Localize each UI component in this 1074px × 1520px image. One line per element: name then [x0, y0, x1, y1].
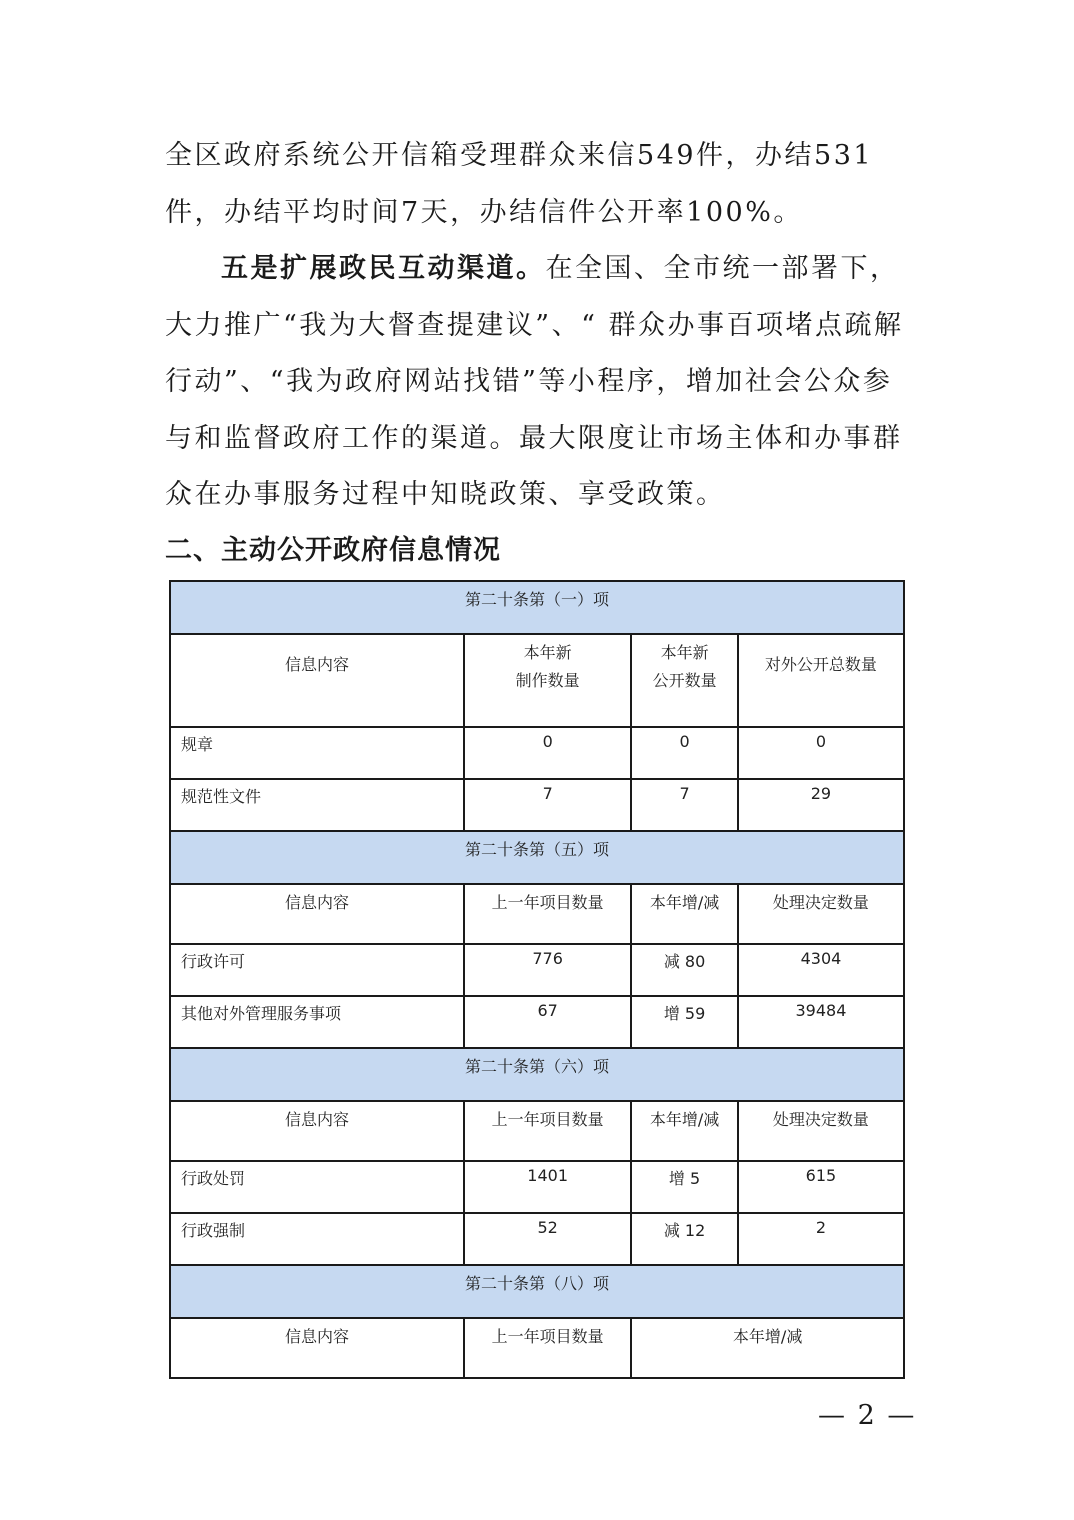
cell-value: 52 [464, 1213, 631, 1265]
cell-value: 减 12 [631, 1213, 738, 1265]
column-header: 信息内容 [170, 1318, 464, 1378]
section-title: 第二十条第（五）项 [170, 831, 904, 884]
cell-value: 增 5 [631, 1161, 738, 1213]
table-row [170, 727, 904, 779]
column-header: 上一年项目数量 [464, 1101, 631, 1161]
cell-value: 7 [631, 779, 738, 831]
header-line: 本年新 [660, 643, 709, 662]
cell-value: 7 [464, 779, 631, 831]
paragraph-interaction-channels [165, 241, 915, 524]
cell-label: 规范性文件 [170, 779, 464, 831]
paragraph-lead: 五是扩展政民互动渠道。 [221, 253, 546, 284]
column-header: 上一年项目数量 [464, 884, 631, 944]
cell-value: 0 [464, 727, 631, 779]
cell-value: 29 [738, 779, 904, 831]
section-title: 第二十条第（八）项 [170, 1265, 904, 1318]
cell-label: 行政许可 [170, 944, 464, 996]
column-header: 本年增/减 [631, 1318, 904, 1378]
cell-label: 规章 [170, 727, 464, 779]
cell-value: 67 [464, 996, 631, 1048]
column-header: 处理决定数量 [738, 1101, 904, 1161]
header-line: 本年新 [523, 643, 572, 662]
cell-value: 4304 [738, 944, 904, 996]
cell-value: 776 [464, 944, 631, 996]
table-row [170, 944, 904, 996]
cell-label: 其他对外管理服务事项 [170, 996, 464, 1048]
table-header-row [170, 1101, 904, 1161]
column-header: 信息内容 [170, 884, 464, 944]
table-row [170, 996, 904, 1048]
table-header-row [170, 634, 904, 727]
table-row [170, 1161, 904, 1213]
column-header: 信息内容 [170, 634, 464, 727]
table-row [170, 1213, 904, 1265]
table-row [170, 779, 904, 831]
section-title: 第二十条第（一）项 [170, 581, 904, 634]
page-number: — 2 — [818, 1400, 917, 1431]
cell-value: 减 80 [631, 944, 738, 996]
paragraph-body: 在全国、全市统一部署下，大力推广“我为大督查提建议”、“ 群众办事百项堵点疏解行动”、“我为政府网站找错”等小程序，增加社会公众参与和监督政府工作的渠道。最大限度让市场主体和办事群众在办事服务过程中知晓政策、享受政策。 [165, 253, 904, 510]
info-disclosure-table [169, 580, 905, 1379]
header-line: 公开数量 [652, 671, 717, 690]
cell-value: 增 59 [631, 996, 738, 1048]
column-header: 处理决定数量 [738, 884, 904, 944]
column-header [631, 634, 738, 727]
column-header: 本年增/减 [631, 884, 738, 944]
table-header-row [170, 884, 904, 944]
cell-value: 1401 [464, 1161, 631, 1213]
cell-value: 0 [631, 727, 738, 779]
cell-value: 0 [738, 727, 904, 779]
column-header: 信息内容 [170, 1101, 464, 1161]
cell-label: 行政强制 [170, 1213, 464, 1265]
cell-value: 2 [738, 1213, 904, 1265]
cell-label: 行政处罚 [170, 1161, 464, 1213]
header-line: 制作数量 [515, 671, 580, 690]
cell-value: 615 [738, 1161, 904, 1213]
table-header-row [170, 1318, 904, 1378]
column-header: 本年增/减 [631, 1101, 738, 1161]
paragraph-mailbox-stats: 全区政府系统公开信箱受理群众来信549件，办结531件，办结平均时间7天，办结信件公开率100%。 [165, 140, 874, 228]
section-heading: 二、主动公开政府信息情况 [165, 535, 501, 566]
section-title: 第二十条第（六）项 [170, 1048, 904, 1101]
cell-value: 39484 [738, 996, 904, 1048]
column-header: 上一年项目数量 [464, 1318, 631, 1378]
column-header [464, 634, 631, 727]
column-header: 对外公开总数量 [738, 634, 904, 727]
